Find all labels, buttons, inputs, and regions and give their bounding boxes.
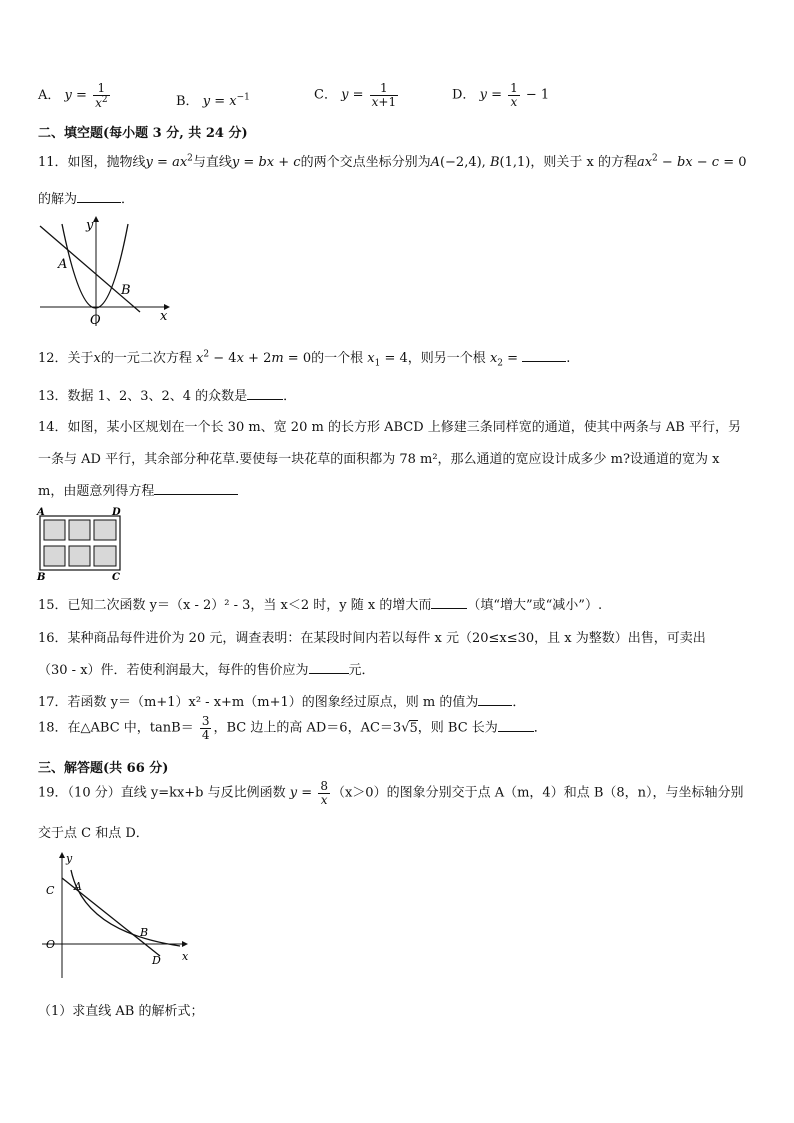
q10-option-b: B． $y = x^{-1}$	[176, 92, 250, 109]
q18-end: ，则 BC 长为	[417, 720, 498, 736]
y-axis-arrow-icon	[59, 852, 65, 858]
q19-part1: （1）求直线 AB 的解析式；	[38, 1004, 204, 1019]
q17-period: ．	[512, 695, 526, 710]
q13-text: 13．数据 1、2、3、2、4 的众数是	[38, 389, 248, 404]
y-axis-arrow-icon	[93, 216, 99, 222]
q18-period: ．	[533, 720, 547, 736]
q17	[38, 691, 525, 710]
section3-title: 三、解答题(共 66 分)	[38, 761, 169, 776]
answer-blank[interactable]	[522, 349, 566, 362]
q11-line1: 11．如图，抛物线$y = ax^2$与直线y = bx + c的两个交点坐标分别为A(−2,4), B(1,1)，则关于 x 的方程$ax^2$ − bx − c = 0	[38, 153, 747, 170]
label-y: y	[66, 852, 73, 865]
q10-option-c-label: C．	[314, 87, 337, 103]
label-x: x	[160, 309, 168, 324]
label-b: B	[140, 926, 149, 939]
label-c: C	[112, 572, 120, 582]
q18	[38, 715, 547, 741]
answer-blank[interactable]	[478, 693, 512, 706]
label-b: B	[37, 572, 46, 582]
label-c: C	[46, 884, 55, 897]
answer-blank[interactable]	[247, 387, 283, 400]
q10-option-c: C． y = $\frac{1}{x+1}$	[314, 81, 397, 109]
label-y: y	[86, 218, 94, 233]
q12-mid2: 的一个根	[311, 351, 364, 366]
answer-blank[interactable]	[77, 190, 121, 203]
flowerbed	[94, 520, 116, 540]
q11-line2	[38, 188, 134, 207]
label-d: D	[152, 954, 161, 967]
flowerbed	[44, 546, 65, 566]
section2-title: 二、填空题(每小题 3 分, 共 24 分)	[38, 126, 248, 141]
label-o: O	[46, 938, 56, 951]
q11-period: ．	[121, 192, 135, 207]
q18-lead: 18．在△ABC 中，tanB＝	[38, 720, 194, 736]
q16-line2	[38, 659, 375, 678]
q10-option-d-label: D．	[452, 87, 476, 103]
q12-period: .	[566, 351, 571, 366]
q12-mid3: ，则另一个根	[407, 351, 486, 366]
q10-option-a: A． y = $\frac{1}{x^2}$	[38, 81, 108, 110]
label-a: A	[37, 507, 45, 518]
answer-blank[interactable]	[431, 596, 467, 609]
math-y: y	[64, 88, 72, 104]
q16-end: 元．	[348, 663, 375, 678]
x-axis-arrow-icon	[182, 941, 188, 947]
label-x: x	[182, 950, 189, 963]
q19-figure	[40, 850, 190, 982]
q13-period: ．	[283, 389, 297, 404]
label-o: O	[90, 313, 101, 328]
hyperbola	[71, 870, 180, 946]
q11-lead: 11．如图，抛物线	[38, 155, 146, 170]
q13	[38, 385, 296, 404]
frac-1-over-x2: $\frac{1}{x^2}$	[95, 81, 108, 110]
q11-mid1: 与直线	[192, 155, 232, 170]
q14-line3	[38, 480, 238, 499]
answer-blank[interactable]	[154, 482, 238, 495]
q19-lead: 19．（10 分）直线 y=kx+b 与反比例函数	[38, 785, 286, 801]
q10-option-d: D． y = $\frac{1}{x}$ − 1	[452, 81, 550, 109]
flowerbed	[69, 546, 90, 566]
q18-mid: ，BC 边上的高 AD＝6，AC＝3	[213, 720, 402, 736]
sqrt-5: √5	[401, 720, 418, 736]
q12-mid1: 的一元二次方程	[100, 351, 192, 366]
q16-line1: 16．某种商品每件进价为 20 元，调查表明：在某段时间内若以每件 x 元（20≤x≤30，且 x 为整数）出售，可卖出	[38, 631, 706, 646]
q10-option-a-label: A．	[38, 88, 61, 104]
q10-option-b-label: B．	[176, 94, 199, 109]
q11-mid2: 的两个交点坐标分别为	[300, 155, 431, 170]
q19-mid: （x＞0）的图象分别交于点 A（m，4）和点 B（8，n），与坐标轴分别	[331, 785, 744, 801]
q15-text: 15．已知二次函数 y＝（x - 2）² - 3，当 x＜2 时，y 随 x 的增大而	[38, 598, 432, 613]
label-b: B	[121, 283, 131, 298]
flowerbed	[44, 520, 65, 540]
q11-end: 的解为	[38, 192, 78, 207]
flowerbed	[69, 520, 90, 540]
q16-line2-text: （30 - x）件．若使利润最大，每件的售价应为	[38, 663, 309, 678]
q12-lead: 12．关于	[38, 351, 94, 366]
label-a: A	[58, 257, 68, 272]
q14-figure	[34, 506, 130, 582]
frac-8-over-x: $\frac{8}{x}$	[320, 779, 328, 807]
label-d: D	[112, 507, 121, 518]
answer-blank[interactable]	[498, 719, 534, 732]
q12: 12．关于x的一元二次方程 $x^2 - 4x + 2m = 0$的一个根 $x_1 = 4$，则另一个根 $x_2$ = .	[38, 349, 571, 369]
frac-1-over-x: $\frac{1}{x}$	[510, 81, 518, 109]
parabola	[62, 224, 128, 308]
q17-text: 17．若函数 y＝（m+1）x² - x+m（m+1）的图象经过原点，则 m 的值为	[38, 695, 479, 710]
q19-line2: 交于点 C 和点 D．	[38, 826, 149, 841]
q14-line1: 14．如图，某小区规划在一个长 30 m、宽 20 m 的长方形 ABCD 上修建三条同样宽的通道，使其中两条与 AB 平行，另	[38, 420, 741, 435]
q11-figure	[36, 212, 176, 332]
answer-blank[interactable]	[309, 661, 349, 674]
q14-line2: 一条与 AD 平行，其余部分种花草.要使每一块花草的面积都为 78 m²，那么通道的宽应设计成多少 m?设通道的宽为 x	[38, 452, 720, 467]
q15	[38, 594, 602, 613]
frac-3-over-4: $\frac{3}{4}$	[201, 714, 210, 742]
label-a: A	[74, 880, 82, 893]
q11-mid3: ，则关于 x 的方程	[530, 155, 637, 170]
flowerbed	[94, 546, 116, 566]
q19-line1: 19．（10 分）直线 y=kx+b 与反比例函数 y = $\frac{8}{x}$ （x＞0）的图象分别交于点 A（m，4）和点 B（8，n），与坐标轴分别	[38, 779, 744, 807]
q14-line3-text: m，由题意列得方程	[38, 484, 155, 499]
q15-end: （填“增大”或“减小”）.	[467, 598, 603, 613]
frac-1-over-x-plus-1: $\frac{1}{x+1}$	[371, 81, 397, 109]
